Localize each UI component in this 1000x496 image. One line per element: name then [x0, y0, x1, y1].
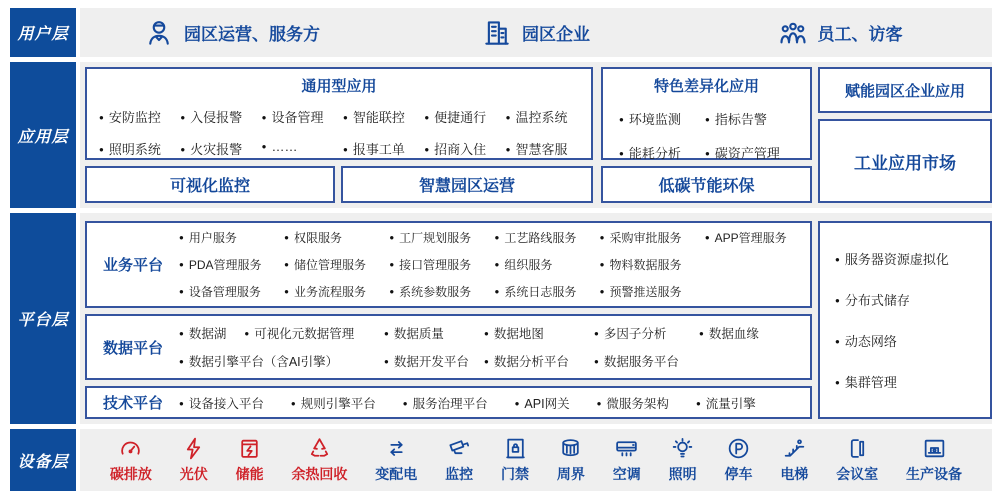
- app-item: ● 照明系统: [99, 139, 180, 158]
- user-layer-band: [10, 8, 992, 57]
- app-item: ● 便捷通行: [424, 107, 505, 126]
- empower-enterprise-box: [818, 67, 992, 113]
- device-item-label: 空调: [612, 466, 641, 482]
- app-item: ● 安防监控: [99, 107, 180, 126]
- low-carbon-bar: 低碳节能环保: [601, 166, 812, 203]
- tech-platform-title: 技术平台: [102, 395, 163, 412]
- app-item: ● 能耗分析: [619, 143, 705, 162]
- user-group-visitors: [688, 18, 992, 48]
- application-layer-label: 应用层: [10, 62, 76, 208]
- platform-item: ● 预警推送服务: [600, 283, 705, 300]
- platform-item: ● 组织服务: [494, 256, 599, 273]
- app-item: ● 碳资产管理: [705, 143, 804, 162]
- app-item: ● 报事工单: [343, 139, 424, 158]
- user-group-label: 员工、访客: [817, 25, 903, 44]
- device-item-label: 余热回收: [291, 466, 348, 482]
- platform-item: ● 数据服务平台: [594, 352, 699, 370]
- production-machine-icon: [922, 436, 947, 461]
- app-item: ● 设备管理: [262, 107, 343, 126]
- application-layer-band: [10, 62, 992, 208]
- platform-item: ● 数据血缘: [699, 324, 810, 342]
- platform-item: ● 物料数据服务: [600, 256, 705, 273]
- infra-item: ● 动态网络: [835, 331, 990, 350]
- device-item-label: 碳排放: [109, 466, 152, 482]
- gauge-icon: [118, 436, 143, 461]
- user-layer-content: [80, 8, 992, 57]
- data-platform-box: [85, 314, 812, 380]
- platform-item: ● 系统日志服务: [494, 283, 599, 300]
- user-group-label: 园区企业: [522, 25, 590, 44]
- platform-item: ● PDA管理服务: [179, 256, 284, 273]
- business-platform-box: [85, 221, 812, 308]
- industry-market-title: 工业应用市场: [854, 153, 956, 173]
- application-layer-content: [80, 62, 992, 208]
- platform-item: ● 微服务架构: [597, 394, 669, 412]
- device-item-label: 监控: [445, 466, 474, 482]
- device-item-elevator: [780, 436, 808, 484]
- device-item-label: 会议室: [836, 466, 879, 482]
- bolt-icon: [181, 436, 206, 461]
- business-platform-title: 业务平台: [102, 257, 163, 274]
- user-group-label: 园区运营、服务方: [184, 25, 320, 44]
- cctv-icon: [447, 436, 472, 461]
- platform-item: ● 服务治理平台: [403, 394, 488, 412]
- platform-item: ● 数据质量: [384, 324, 484, 342]
- industry-market-box: [818, 119, 992, 203]
- platform-item: ● 流量引擎: [696, 394, 756, 412]
- device-item-label: 生产设备: [906, 466, 963, 482]
- platform-layer-label: 平台层: [10, 213, 76, 424]
- device-item-meeting-room: [836, 436, 878, 484]
- device-item-hvac: [613, 436, 641, 484]
- platform-item: ● 采购审批服务: [600, 229, 705, 246]
- access-lock-icon: [503, 436, 528, 461]
- platform-item: ● 工艺路线服务: [494, 229, 599, 246]
- device-item-label: 电梯: [780, 466, 809, 482]
- platform-item: ● 用户服务: [179, 229, 284, 246]
- app-item: ● ……: [262, 139, 343, 158]
- platform-item: ● 数据湖: [179, 324, 226, 342]
- general-apps-box: [85, 67, 593, 160]
- escalator-icon: [782, 436, 807, 461]
- infra-item: ● 集群管理: [835, 372, 990, 391]
- device-item-parking: [724, 436, 752, 484]
- device-layer-label: 设备层: [10, 429, 76, 491]
- perimeter-drum-icon: [558, 436, 583, 461]
- platform-item: ● 数据分析平台: [484, 352, 594, 370]
- device-item-access: [501, 436, 529, 484]
- empower-enterprise-title: 赋能园区企业应用: [844, 82, 965, 100]
- app-item: ● 环境监测: [619, 109, 705, 128]
- device-item-label: 周界: [556, 466, 585, 482]
- battery-storage-icon: [237, 436, 262, 461]
- platform-item: ● 设备管理服务: [179, 283, 284, 300]
- platform-item: ● 储位管理服务: [284, 256, 389, 273]
- platform-item: ● 数据引擎平台（含AI引擎）: [179, 352, 384, 370]
- tech-platform-box: [85, 386, 812, 419]
- app-item: ● 招商入住: [424, 139, 505, 158]
- platform-item: ● 设备接入平台: [179, 394, 264, 412]
- device-item-power: [375, 436, 417, 484]
- parking-icon: [726, 436, 751, 461]
- app-item: ● 指标告警: [705, 109, 804, 128]
- app-item: ● 智能联控: [343, 107, 424, 126]
- device-item-surveillance: [445, 436, 473, 484]
- device-item-storage: [236, 436, 264, 484]
- platform-item: ● 系统参数服务: [389, 283, 494, 300]
- device-layer-band: [10, 429, 992, 491]
- device-item-label: 储能: [235, 466, 264, 482]
- app-item: ● 入侵报警: [180, 107, 261, 126]
- app-item: ● 火灾报警: [180, 139, 261, 158]
- platform-item: ● 数据开发平台: [384, 352, 484, 370]
- platform-item: ● 业务流程服务: [284, 283, 389, 300]
- visual-monitoring-bar: 可视化监控: [85, 166, 335, 203]
- platform-layer-content: [80, 213, 992, 424]
- user-layer-label: 用户层: [10, 8, 76, 57]
- smart-park-operation-bar: 智慧园区运营: [341, 166, 593, 203]
- device-item-label: 变配电: [375, 466, 418, 482]
- featured-apps-title: 特色差异化应用: [653, 78, 759, 95]
- device-item-heat-recovery: [291, 436, 347, 484]
- infra-item: ● 服务器资源虚拟化: [835, 249, 990, 268]
- device-item-production: [906, 436, 962, 484]
- platform-item: ● 多因子分析: [594, 324, 699, 342]
- platform-item: ● 工厂规划服务: [389, 229, 494, 246]
- device-item-label: 停车: [724, 466, 753, 482]
- user-group-operator: [80, 18, 384, 48]
- platform-item: ● 规则引擎平台: [291, 394, 376, 412]
- device-item-label: 门禁: [501, 466, 530, 482]
- device-item-label: 光伏: [179, 466, 208, 482]
- infrastructure-box: [818, 221, 992, 419]
- platform-item: ● APP管理服务: [705, 229, 810, 246]
- meeting-room-door-icon: [845, 436, 870, 461]
- operator-worker-icon: [144, 18, 174, 48]
- featured-apps-box: [601, 67, 812, 160]
- app-item: ● 智慧客服: [506, 139, 587, 158]
- device-item-label: 照明: [668, 466, 697, 482]
- building-icon: [482, 18, 512, 48]
- air-conditioner-icon: [614, 436, 639, 461]
- device-item-lighting: [669, 436, 697, 484]
- platform-layer-band: [10, 213, 992, 424]
- light-bulb-icon: [670, 436, 695, 461]
- general-apps-title: 通用型应用: [301, 78, 377, 95]
- app-item: ● 温控系统: [506, 107, 587, 126]
- user-group-enterprise: [384, 18, 688, 48]
- device-item-solar: [180, 436, 208, 484]
- device-layer-content: [80, 429, 992, 491]
- recycle-icon: [307, 436, 332, 461]
- data-platform-title: 数据平台: [102, 339, 163, 357]
- swap-arrows-icon: [384, 436, 409, 461]
- platform-item: ● 权限服务: [284, 229, 389, 246]
- platform-item: ● API网关: [515, 394, 570, 412]
- staff-visitors-icon: [778, 18, 808, 48]
- device-item-carbon: [110, 436, 152, 484]
- infra-item: ● 分布式储存: [835, 290, 990, 309]
- platform-item: ● 可视化元数据管理: [244, 324, 354, 342]
- platform-item: ● 接口管理服务: [389, 256, 494, 273]
- device-item-perimeter: [557, 436, 585, 484]
- platform-item: ● 数据地图: [484, 324, 594, 342]
